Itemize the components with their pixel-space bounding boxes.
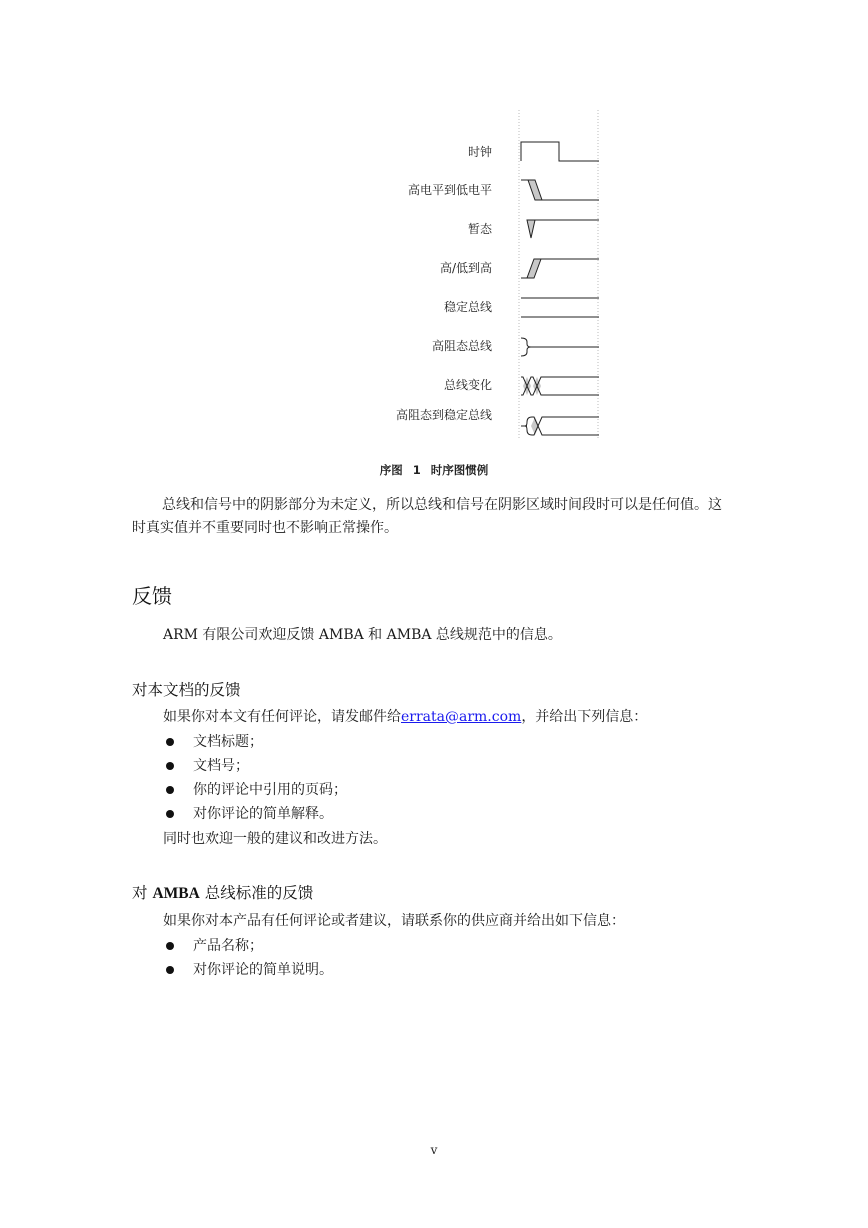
amba-heading-suffix: 总线标准的反馈 [204,884,314,902]
bullet-icon [166,786,174,794]
legend-label-bus-stable: 稳定总线 [443,300,492,314]
legend-label-bus-change: 总线变化 [443,378,492,392]
doc-feedback-text [163,706,647,726]
legend-label-bus-tristate: 高阻态总线 [431,339,492,353]
bus-change-waveform [521,377,599,395]
low-to-high-waveform [521,259,599,278]
doc-feedback-closing: 同时也欢迎一般的建议和改进方法。 [163,831,387,847]
bullet-icon [166,810,174,818]
list-item-text: 文档标题； [193,734,263,750]
bus-tristate-waveform [521,338,599,356]
high-to-low-waveform [521,180,599,200]
legend-label-tristate-to-stable: 高阻态到稳定总线 [395,408,492,422]
amba-heading-prefix: 对 [132,884,148,902]
amba-feedback-heading [132,881,313,903]
amba-feedback-text: 如果你对本产品有任何评论或者建议，请联系你的供应商并给出如下信息： [163,913,625,929]
amba-heading-bold: AMBA [152,885,200,902]
list-item-text: 对你评论的简单解释。 [193,806,333,822]
legend-label-clock: 时钟 [467,145,492,159]
amba-feedback-list [163,934,333,982]
errata-email-link[interactable]: errata@arm.com [401,709,522,725]
doc-feedback-text-before: 如果你对本文有任何评论，请发邮件给 [163,709,401,725]
bullet-icon [166,738,174,746]
doc-feedback-list [163,730,347,826]
list-item-text: 产品名称； [193,938,263,954]
list-item [163,730,347,754]
list-item-text: 对你评论的简单说明。 [193,962,333,978]
tristate-to-stable-waveform [521,417,599,435]
bus-stable-waveform [521,298,599,317]
list-item-text: 文档号； [193,758,249,774]
figure-caption [0,462,868,478]
timing-diagram [505,110,605,445]
list-item [163,754,347,778]
bullet-icon [166,942,174,950]
doc-feedback-heading: 对本文档的反馈 [132,681,241,699]
transient-waveform [527,220,599,238]
list-item [163,958,333,982]
shading-note: 总线和信号中的阴影部分为未定义，所以总线和信号在阴影区域时间段时可以是任何值。这时真实值并不重要同时也不影响正常操作。 [132,497,722,536]
list-item [163,778,347,802]
caption-number: 1 [412,463,421,477]
caption-title: 时序图惯例 [430,463,489,477]
doc-feedback-text-after: ，并给出下列信息： [521,709,648,725]
list-item [163,802,347,826]
clock-waveform [521,142,599,161]
list-item-text: 你的评论中引用的页码； [193,782,347,798]
feedback-intro: ARM 有限公司欢迎反馈 AMBA 和 AMBA 总线规范中的信息。 [163,627,562,643]
legend-label-high-to-low: 高电平到低电平 [407,183,492,197]
bullet-icon [166,966,174,974]
bullet-icon [166,762,174,770]
page-number: v [430,1143,438,1157]
list-item [163,934,333,958]
legend-label-low-to-high: 高/低到高 [439,261,492,275]
feedback-heading: 反馈 [132,584,172,608]
caption-prefix: 序图 [379,463,403,477]
legend-label-transient: 暂态 [467,222,492,236]
